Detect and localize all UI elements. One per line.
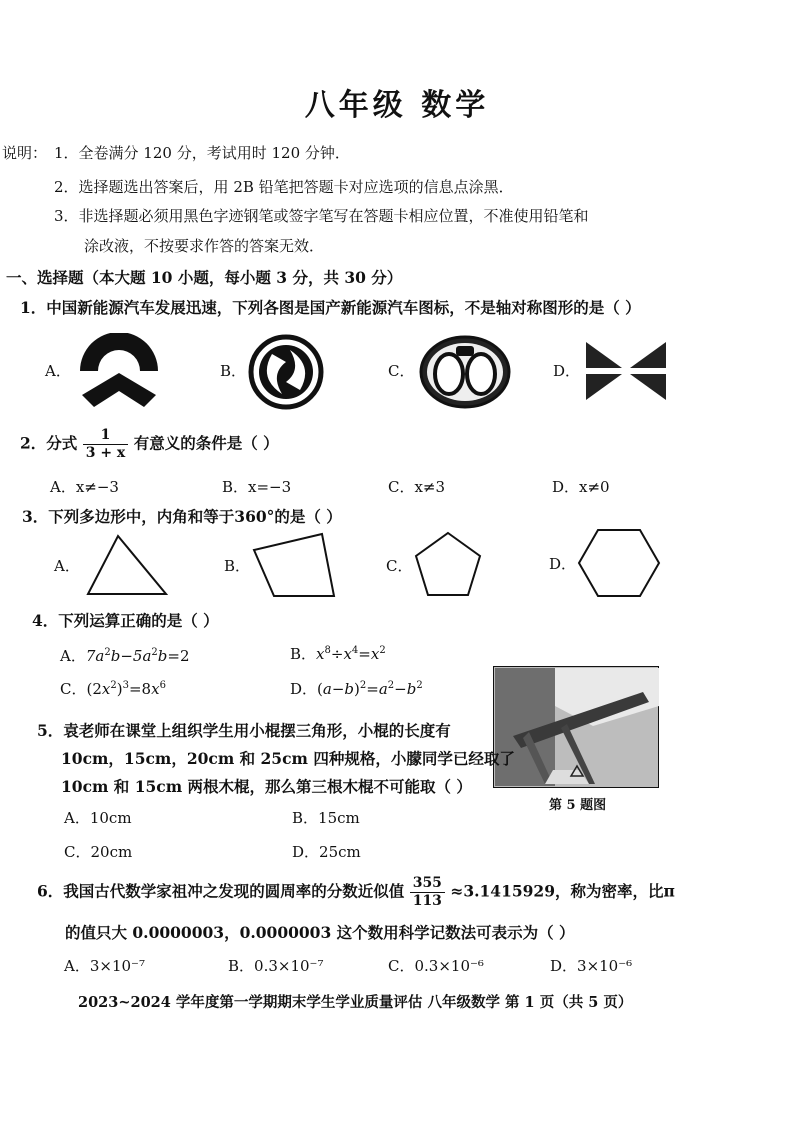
q1-label-b: B．	[220, 362, 247, 380]
question-4-text: 4．下列运算正确的是（ ）	[32, 611, 219, 630]
q3-label-d: D．	[549, 555, 577, 573]
note-3: 3．非选择题必须用黑色字迹钢笔或签字笔写在答题卡相应位置，不准使用铅笔和	[54, 207, 589, 225]
q1-label-c: C．	[388, 362, 415, 380]
q2-pre: 2．分式	[20, 433, 78, 453]
q6-pre: 6．我国古代数学家祖冲之发现的圆周率的分数近似值	[37, 881, 405, 901]
note-2: 2．选择题选出答案后，用 2B 铅笔把答题卡对应选项的信息点涂黑．	[54, 178, 514, 196]
q3-label-a: A．	[54, 557, 80, 575]
triangle-icon	[84, 532, 170, 598]
page-footer: 2023~2024 学年度第一学期期末学生学业质量评估 八年级数学 第 1 页（共 5 页）	[78, 994, 633, 1011]
q2-numerator: 1	[83, 427, 129, 445]
q2-denominator: 3 + x	[85, 445, 126, 461]
q4-label-b: B．	[290, 645, 317, 663]
pentagon-icon	[413, 530, 483, 598]
q3-label-b: B．	[224, 557, 251, 575]
quadrilateral-icon	[250, 530, 338, 600]
figure-5-caption: 第 5 题图	[549, 798, 607, 813]
question-6-line-2: 的值只大 0.0000003，0.0000003 这个数用科学记数法可表示为（ ）	[65, 923, 575, 942]
q4-label-d: D．	[290, 680, 318, 698]
q2-option-d: D．x≠0	[552, 478, 610, 496]
q4-option-d: D．$(a-b)^2=a^2-b^2$	[290, 680, 423, 698]
logo-c-icon	[418, 334, 512, 410]
question-5-line-1: 5．袁老师在课堂上组织学生用小棍摆三角形，小棍的长度有	[37, 721, 451, 740]
q5-option-a: A．10cm	[64, 809, 132, 827]
q6-post: ≈3.1415929，称为密率，比π	[450, 881, 675, 901]
question-1-text: 1．中国新能源汽车发展迅速，下列各图是国产新能源汽车图标，不是轴对称图形的是（ ）	[20, 298, 641, 317]
logo-d-icon	[584, 338, 668, 404]
section-heading: 一、选择题（本大题 10 小题，每小题 3 分，共 30 分）	[6, 268, 403, 287]
q5-option-b: B．15cm	[292, 809, 360, 827]
q6-option-c: C．0.3×10⁻⁶	[388, 957, 484, 975]
q6-option-a: A．3×10⁻⁷	[64, 957, 145, 975]
q4-label-a: A．	[60, 647, 86, 665]
question-5-line-3: 10cm 和 15cm 两根木棍，那么第三根木棍不可能取（ ）	[61, 777, 472, 796]
q2-post: 有意义的条件是（ ）	[133, 433, 279, 453]
q4-option-b: B．$x^8\div x^4=x^2$	[290, 645, 386, 663]
q6-denominator: 113	[412, 893, 442, 909]
hexagon-icon	[576, 527, 662, 599]
q2-fraction	[83, 427, 129, 462]
q4-option-c: C．$(2x^2)^3=8x^6$	[60, 680, 166, 698]
logo-b-icon	[248, 334, 324, 410]
q6-numerator: 355	[410, 875, 445, 893]
q6-option-d: D．3×10⁻⁶	[550, 957, 633, 975]
sticks-photo	[493, 666, 659, 788]
q2-option-a: A．x≠−3	[50, 478, 119, 496]
q4-label-c: C．	[60, 680, 87, 698]
notes-label: 说明：	[2, 144, 48, 162]
q1-label-a: A．	[45, 362, 71, 380]
logo-a-icon	[76, 333, 162, 411]
q2-option-b: B．x=−3	[222, 478, 292, 496]
q1-label-d: D．	[553, 362, 581, 380]
q3-label-c: C．	[386, 557, 413, 575]
q2-option-c: C．x≠3	[388, 478, 446, 496]
question-2-text	[20, 427, 279, 462]
question-5-line-2: 10cm，15cm，20cm 和 25cm 四种规格，小朦同学已经取了	[61, 749, 515, 768]
q6-option-b: B．0.3×10⁻⁷	[228, 957, 324, 975]
page-title: 八年级 数学	[304, 88, 490, 123]
q6-fraction	[410, 875, 445, 910]
question-3-text: 3．下列多边形中，内角和等于360°的是（ ）	[22, 507, 342, 526]
q5-option-d: D．25cm	[292, 843, 361, 861]
question-6-line-1	[37, 875, 675, 910]
q4-option-a: A．$7a^2b-5a^2b=2$	[60, 647, 190, 665]
q5-option-c: C．20cm	[64, 843, 133, 861]
note-1: 1．全卷满分 120 分，考试用时 120 分钟．	[54, 144, 350, 162]
note-3-cont: 涂改液，不按要求作答的答案无效．	[84, 237, 325, 255]
